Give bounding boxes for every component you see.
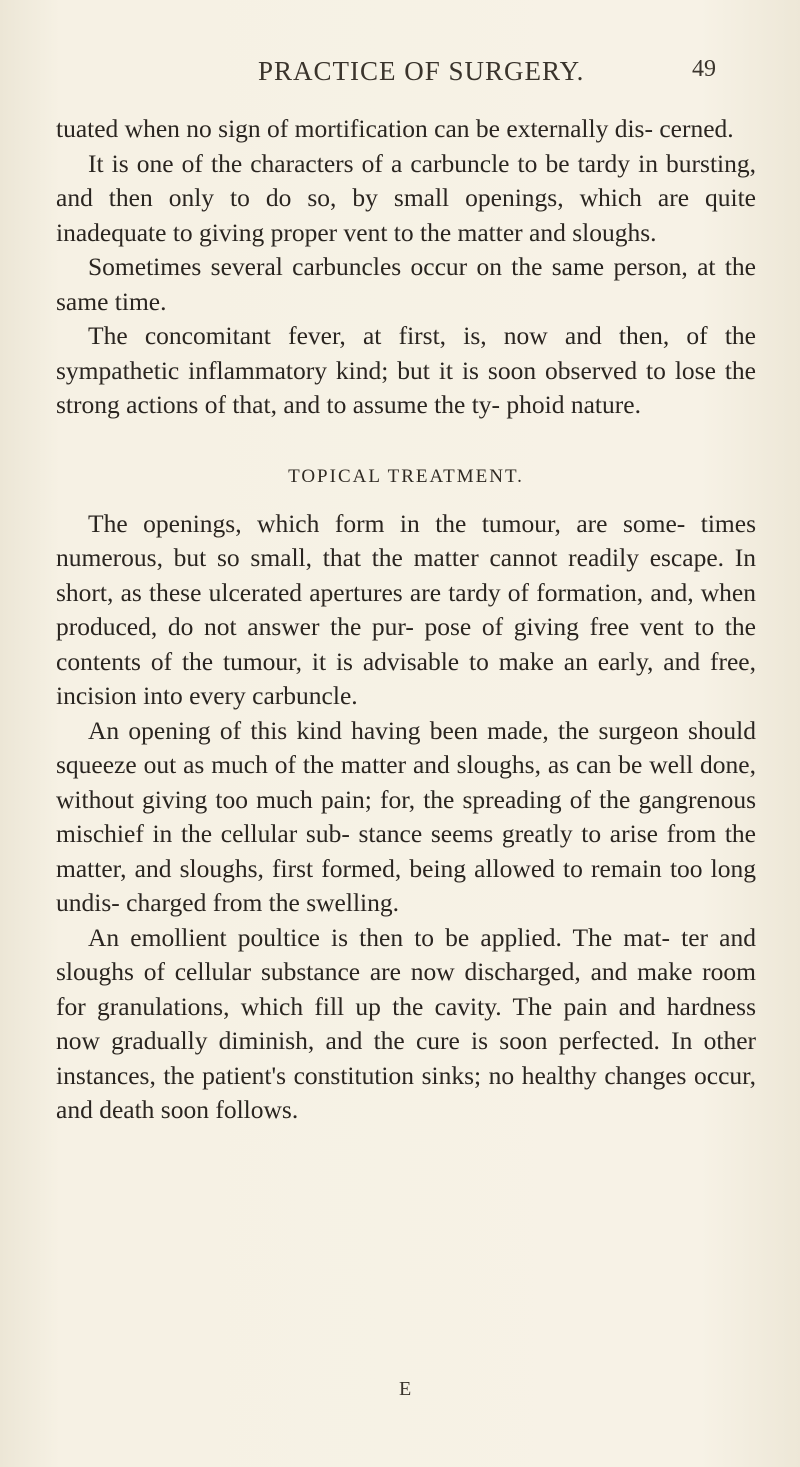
paragraph: The openings, which form in the tumour, are some- times numerous, but so small, that the matter cannot readily escape. In short, as these ulcerated apertures are tardy of formation, and, when produced, do not answer the pur- pose of giving free vent to the contents of the tumour, it is advisable to make an early, and free, incision into every carbuncle. [56, 508, 756, 710]
page-number: 49 [692, 56, 716, 82]
paragraph: An emollient poultice is then to be applied. The mat- ter and sloughs of cellular substance are now discharged, and make room for granulations, which fill up the cavity. The pain and hardness now gradually diminish, and the cure is soon perfected. In other instances, the patient's constitution sinks; no healthy changes occur, and death soon follows. [56, 922, 756, 1124]
paragraph: The concomitant fever, at first, is, now and then, of the sympathetic inflammatory kind; but it is soon observed to lose the strong actions of that, and to assume the ty- phoid nature. [56, 321, 756, 419]
paragraph: An opening of this kind having been made, the surgeon should squeeze out as much of the matter and sloughs, as can be well done, without giving too much pain; for, the spreading of the gangrenous mischief in the cellular sub- stance seems greatly to arise from the matter, and sloughs, first formed, being allowed to remain too long undis- charged from the swelling. [56, 715, 756, 917]
signature-mark: E [399, 1378, 412, 1400]
paragraph: It is one of the characters of a carbuncle to be tardy in bursting, and then only to do so, by small openings, which are quite inadequate to giving proper vent to the matter and sloughs. [56, 148, 756, 247]
paragraph: tuated when no sign of mortification can be externally dis- cerned. [56, 114, 734, 143]
body-text [56, 112, 756, 1128]
page-header [0, 56, 800, 96]
section-heading: TOPICAL TREATMENT. [288, 465, 524, 487]
running-head: PRACTICE OF SURGERY. [258, 56, 585, 86]
paragraph: Sometimes several carbuncles occur on the same person, at the same time. [56, 252, 756, 316]
